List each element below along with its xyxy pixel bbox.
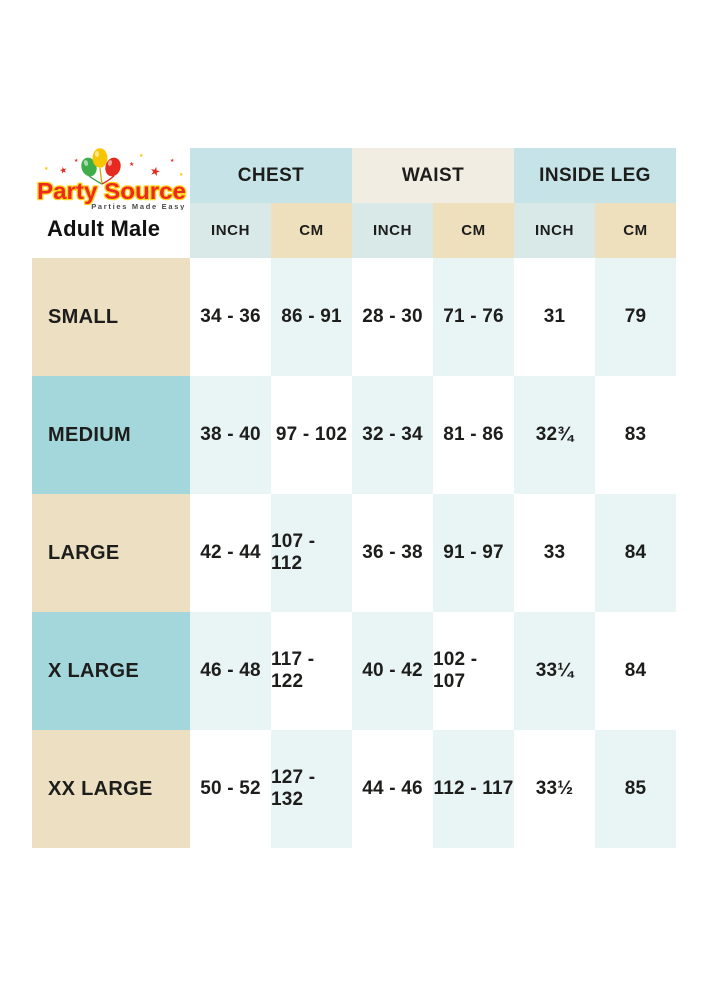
value-cell: 40 - 42 — [352, 612, 433, 730]
value-cell: 85 — [595, 730, 676, 848]
unit-header-inside-leg-inch: INCH — [514, 203, 595, 258]
value-cell: 84 — [595, 612, 676, 730]
svg-text:★: ★ — [139, 153, 144, 159]
value-cell: 71 - 76 — [433, 258, 514, 376]
value-cell: 83 — [595, 376, 676, 494]
value-cell: 84 — [595, 494, 676, 612]
size-label-small: SMALL — [32, 258, 190, 376]
value-cell: 32¾ — [514, 376, 595, 494]
value-cell: 112 - 117 — [433, 730, 514, 848]
value-cell: 46 - 48 — [190, 612, 271, 730]
value-cell: 79 — [595, 258, 676, 376]
size-label-large: LARGE — [32, 494, 190, 612]
svg-text:★: ★ — [170, 158, 175, 164]
value-cell: 42 - 44 — [190, 494, 271, 612]
value-cell: 36 - 38 — [352, 494, 433, 612]
column-group-chest: CHEST — [190, 148, 352, 203]
brand-tagline: Parties Made Easy — [91, 202, 186, 210]
value-cell: 50 - 52 — [190, 730, 271, 848]
value-cell: 127 - 132 — [271, 730, 352, 848]
size-chart-table — [32, 148, 676, 848]
size-label-medium: MEDIUM — [32, 376, 190, 494]
unit-header-chest-inch: INCH — [190, 203, 271, 258]
value-cell: 86 - 91 — [271, 258, 352, 376]
value-cell: 81 - 86 — [433, 376, 514, 494]
unit-header-waist-cm: CM — [433, 203, 514, 258]
value-cell: 31 — [514, 258, 595, 376]
value-cell: 117 - 122 — [271, 612, 352, 730]
unit-header-waist-inch: INCH — [352, 203, 433, 258]
svg-text:★: ★ — [44, 166, 49, 172]
svg-text:★: ★ — [148, 163, 163, 180]
audience-title: Adult Male — [47, 216, 161, 241]
value-cell: 97 - 102 — [271, 376, 352, 494]
value-cell: 102 - 107 — [433, 612, 514, 730]
value-cell: 28 - 30 — [352, 258, 433, 376]
value-cell: 33½ — [514, 730, 595, 848]
value-cell: 38 - 40 — [190, 376, 271, 494]
brand-cell — [32, 148, 190, 258]
column-group-waist: WAIST — [352, 148, 514, 203]
value-cell: 33¼ — [514, 612, 595, 730]
column-group-inside-leg: INSIDE LEG — [514, 148, 676, 203]
brand-wordmark: Party Source — [37, 178, 186, 204]
size-label-xx-large: XX LARGE — [32, 730, 190, 848]
svg-text:★: ★ — [129, 161, 135, 168]
value-cell: 91 - 97 — [433, 494, 514, 612]
value-cell: 107 - 112 — [271, 494, 352, 612]
svg-text:★: ★ — [58, 165, 69, 177]
value-cell: 44 - 46 — [352, 730, 433, 848]
unit-header-chest-cm: CM — [271, 203, 352, 258]
svg-text:★: ★ — [179, 172, 184, 178]
value-cell: 34 - 36 — [190, 258, 271, 376]
size-label-x-large: X LARGE — [32, 612, 190, 730]
unit-header-inside-leg-cm: CM — [595, 203, 676, 258]
value-cell: 32 - 34 — [352, 376, 433, 494]
value-cell: 33 — [514, 494, 595, 612]
svg-text:★: ★ — [74, 158, 79, 164]
party-source-logo — [36, 148, 188, 210]
